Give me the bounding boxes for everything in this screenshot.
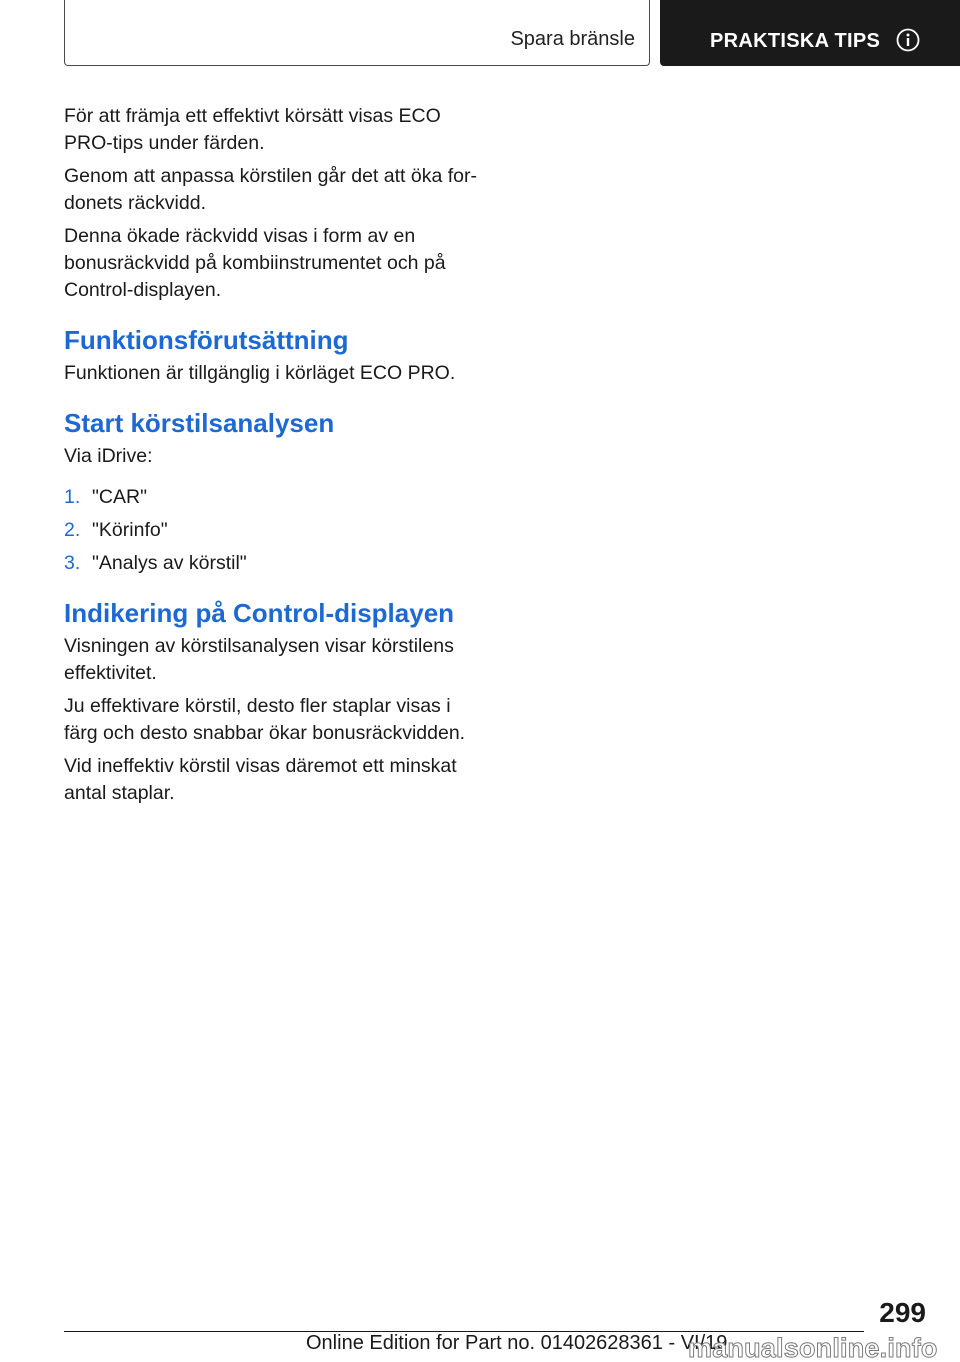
page-content bbox=[64, 103, 480, 813]
page-number: 299 bbox=[879, 1297, 926, 1328]
section-paragraph: Funktionen är tillgänglig i körläget ECO PRO. bbox=[64, 362, 456, 384]
section-paragraph: Visningen av körstilsanalysen visar körstilens effektivitet. bbox=[64, 635, 454, 684]
step-number: 1. bbox=[64, 486, 81, 508]
step-item bbox=[64, 484, 480, 511]
intro-paragraph: Genom att anpassa körstilen går det att öka fordonets räckvidd. bbox=[64, 165, 477, 214]
step-text: "Analys av körstil" bbox=[92, 552, 247, 574]
section-title: Spara bränsle bbox=[510, 28, 635, 50]
section-paragraph: Vid ineffektiv körstil visas däremot ett minskat antal staplar. bbox=[64, 755, 457, 804]
step-number: 3. bbox=[64, 552, 81, 574]
watermark: manualsonline.info bbox=[688, 1333, 938, 1362]
section-paragraph: Ju effektivare körstil, desto fler staplar visas i färg och desto snabbar ökar bonusräckvidden. bbox=[64, 695, 466, 744]
header-chapter-tab bbox=[660, 0, 960, 66]
section-heading-start-analysis: Start körstilsanalysen bbox=[64, 408, 335, 438]
step-text: "CAR" bbox=[92, 486, 148, 508]
intro-paragraph: För att främja ett effektivt körsätt visas ECO PRO-tips under färden. bbox=[64, 105, 441, 154]
step-item bbox=[64, 517, 480, 544]
step-item bbox=[64, 550, 480, 577]
footer-edition-text: Online Edition for Part no. 01402628361 - VI/19 bbox=[306, 1332, 728, 1354]
section-heading-control-display: Indikering på Control-displayen bbox=[64, 598, 455, 628]
intro-paragraph: Denna ökade räckvidd visas i form av en bonusräckvidd på kombiinstrumentet och på Control-displayen. bbox=[64, 225, 446, 301]
section-paragraph: Via iDrive: bbox=[64, 445, 153, 467]
step-list bbox=[64, 484, 480, 577]
chapter-title: PRAKTISKA TIPS bbox=[710, 30, 881, 52]
step-number: 2. bbox=[64, 519, 81, 541]
section-heading-prerequisite: Funktionsförutsättning bbox=[64, 325, 349, 355]
header-section-tab bbox=[64, 0, 650, 66]
step-text: "Körinfo" bbox=[92, 519, 168, 541]
info-circle-icon bbox=[896, 28, 920, 52]
